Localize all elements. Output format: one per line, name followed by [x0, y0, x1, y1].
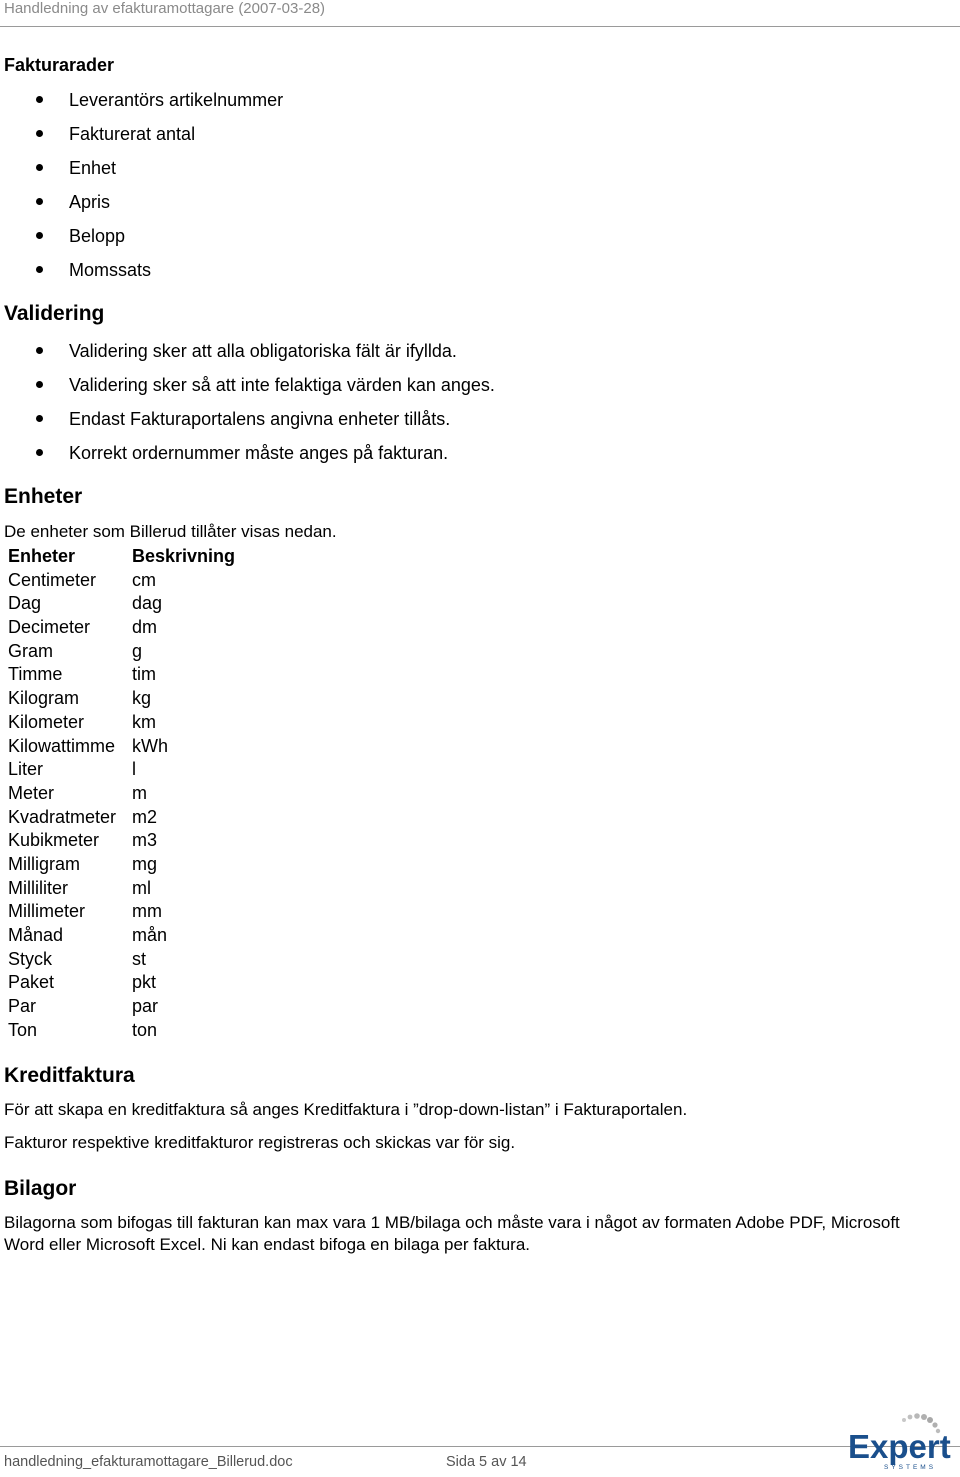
bullet-icon — [36, 130, 43, 137]
logo-subword: SYSTEMS — [884, 1464, 937, 1471]
unit-name-cell: Centimeter — [8, 569, 97, 590]
unit-name-cell: Millimeter — [8, 901, 86, 922]
unit-name-cell: Kubikmeter — [8, 830, 100, 851]
expert-systems-logo — [844, 1412, 960, 1472]
table-row — [4, 971, 235, 995]
table-row — [4, 853, 235, 877]
unit-name-cell: Par — [8, 996, 37, 1017]
units-col-beskrivning: Beskrivning — [132, 546, 236, 566]
unit-name-cell: Milligram — [8, 853, 80, 874]
bullet-icon — [36, 232, 43, 239]
footer-divider — [0, 1446, 960, 1447]
unit-abbreviation-cell: dm — [132, 617, 158, 638]
expert-logo-graphic — [844, 1412, 960, 1472]
table-row — [4, 1019, 235, 1043]
bullet-icon — [36, 415, 43, 422]
table-row — [4, 995, 235, 1019]
table-row — [4, 592, 235, 616]
unit-abbreviation-cell: tim — [132, 664, 156, 685]
list-item-text: Fakturerat antal — [69, 124, 196, 144]
footer-page-number: Sida 5 av 14 — [446, 1454, 527, 1470]
unit-name-cell: Timme — [8, 664, 63, 685]
unit-abbreviation-cell: par — [132, 996, 159, 1017]
unit-name-cell: Gram — [8, 640, 53, 661]
unit-name-cell: Månad — [8, 925, 64, 945]
list-item-text: Korrekt ordernummer måste anges på fakturan. — [69, 443, 449, 463]
table-row — [4, 711, 235, 735]
bullet-icon — [36, 381, 43, 388]
table-row — [4, 900, 235, 924]
unit-name-cell: Dag — [8, 593, 42, 614]
unit-name-cell: Styck — [8, 948, 53, 969]
header-divider — [0, 26, 960, 27]
validering-heading: Validering — [4, 302, 105, 325]
unit-name-cell: Kilowattimme — [8, 735, 116, 756]
unit-abbreviation-cell: mån — [132, 925, 168, 945]
list-item-text: Endast Fakturaportalens angivna enheter tillåts. — [69, 409, 451, 429]
bullet-icon — [36, 347, 43, 354]
fakturarader-heading: Fakturarader — [4, 55, 115, 75]
unit-abbreviation-cell: kg — [132, 688, 152, 709]
logo-word: Expert — [848, 1428, 951, 1465]
table-row — [4, 640, 235, 664]
table-row — [4, 569, 235, 593]
page-header-title: Handledning av efakturamottagare (2007-03-28) — [4, 0, 326, 17]
unit-abbreviation-cell: mm — [132, 901, 162, 922]
unit-name-cell: Milliliter — [8, 877, 68, 898]
list-item-text: Enhet — [69, 158, 117, 178]
table-row — [4, 829, 235, 853]
list-item-text: Validering sker så att inte felaktiga värden kan anges. — [69, 375, 495, 395]
unit-name-cell: Ton — [8, 1019, 38, 1040]
unit-abbreviation-cell: m2 — [132, 806, 158, 827]
unit-abbreviation-cell: l — [132, 759, 136, 780]
unit-abbreviation-cell: cm — [132, 569, 156, 590]
kreditfaktura-para-1: För att skapa en kreditfaktura så anges Kreditfaktura i ”drop-down-listan” i Fakturaportalen. — [4, 1100, 688, 1119]
unit-abbreviation-cell: m — [132, 782, 147, 803]
unit-name-cell: Paket — [8, 972, 55, 993]
table-row — [4, 735, 235, 759]
table-row — [4, 877, 235, 901]
table-row — [4, 806, 235, 830]
kreditfaktura-para-2: Fakturor respektive kreditfakturor registreras och skickas var för sig. — [4, 1133, 516, 1152]
table-row — [4, 663, 235, 687]
bullet-icon — [36, 96, 43, 103]
list-item-text: Momssats — [69, 260, 152, 280]
unit-abbreviation-cell: kWh — [132, 735, 168, 756]
table-row — [4, 948, 235, 972]
table-row — [4, 687, 235, 711]
unit-abbreviation-cell: ton — [132, 1019, 158, 1040]
kreditfaktura-heading: Kreditfaktura — [4, 1064, 135, 1087]
list-item-text: Apris — [69, 192, 111, 212]
unit-abbreviation-cell: pkt — [132, 972, 157, 993]
table-row — [4, 616, 235, 640]
bullet-icon — [36, 266, 43, 273]
bullet-icon — [36, 164, 43, 171]
table-row — [4, 924, 235, 948]
unit-name-cell: Liter — [8, 759, 44, 780]
unit-abbreviation-cell: km — [132, 711, 156, 732]
footer-filename: handledning_efakturamottagare_Billerud.doc — [4, 1454, 293, 1470]
units-col-enheter: Enheter — [8, 546, 76, 566]
bullet-icon — [36, 198, 43, 205]
unit-name-cell: Kilometer — [8, 711, 85, 732]
enheter-intro: De enheter som Billerud tillåter visas nedan. — [4, 522, 337, 541]
list-item-text: Validering sker att alla obligatoriska fält är ifyllda. — [69, 341, 457, 361]
unit-abbreviation-cell: dag — [132, 593, 163, 614]
bilagor-heading: Bilagor — [4, 1177, 77, 1200]
unit-name-cell: Kvadratmeter — [8, 806, 117, 827]
list-item-text: Leverantörs artikelnummer — [69, 90, 284, 110]
unit-name-cell: Meter — [8, 782, 55, 803]
enheter-heading: Enheter — [4, 485, 83, 508]
unit-name-cell: Decimeter — [8, 617, 91, 638]
unit-abbreviation-cell: m3 — [132, 830, 158, 851]
table-row — [4, 782, 235, 806]
bullet-icon — [36, 449, 43, 456]
units-table-header-row — [4, 545, 235, 569]
table-row — [4, 758, 235, 782]
list-item-text: Belopp — [69, 226, 126, 246]
units-table — [4, 545, 235, 1042]
unit-abbreviation-cell: ml — [132, 877, 151, 898]
unit-abbreviation-cell: g — [132, 640, 143, 661]
unit-name-cell: Kilogram — [8, 688, 80, 709]
bilagor-para: Bilagorna som bifogas till fakturan kan max vara 1 MB/bilaga och måste vara i något av formaten Adobe PDF, Microsoft Word eller Microsoft Excel. Ni kan endast bifoga en bilaga per faktura. — [4, 1213, 900, 1254]
unit-abbreviation-cell: st — [132, 948, 147, 969]
unit-abbreviation-cell: mg — [132, 853, 158, 874]
